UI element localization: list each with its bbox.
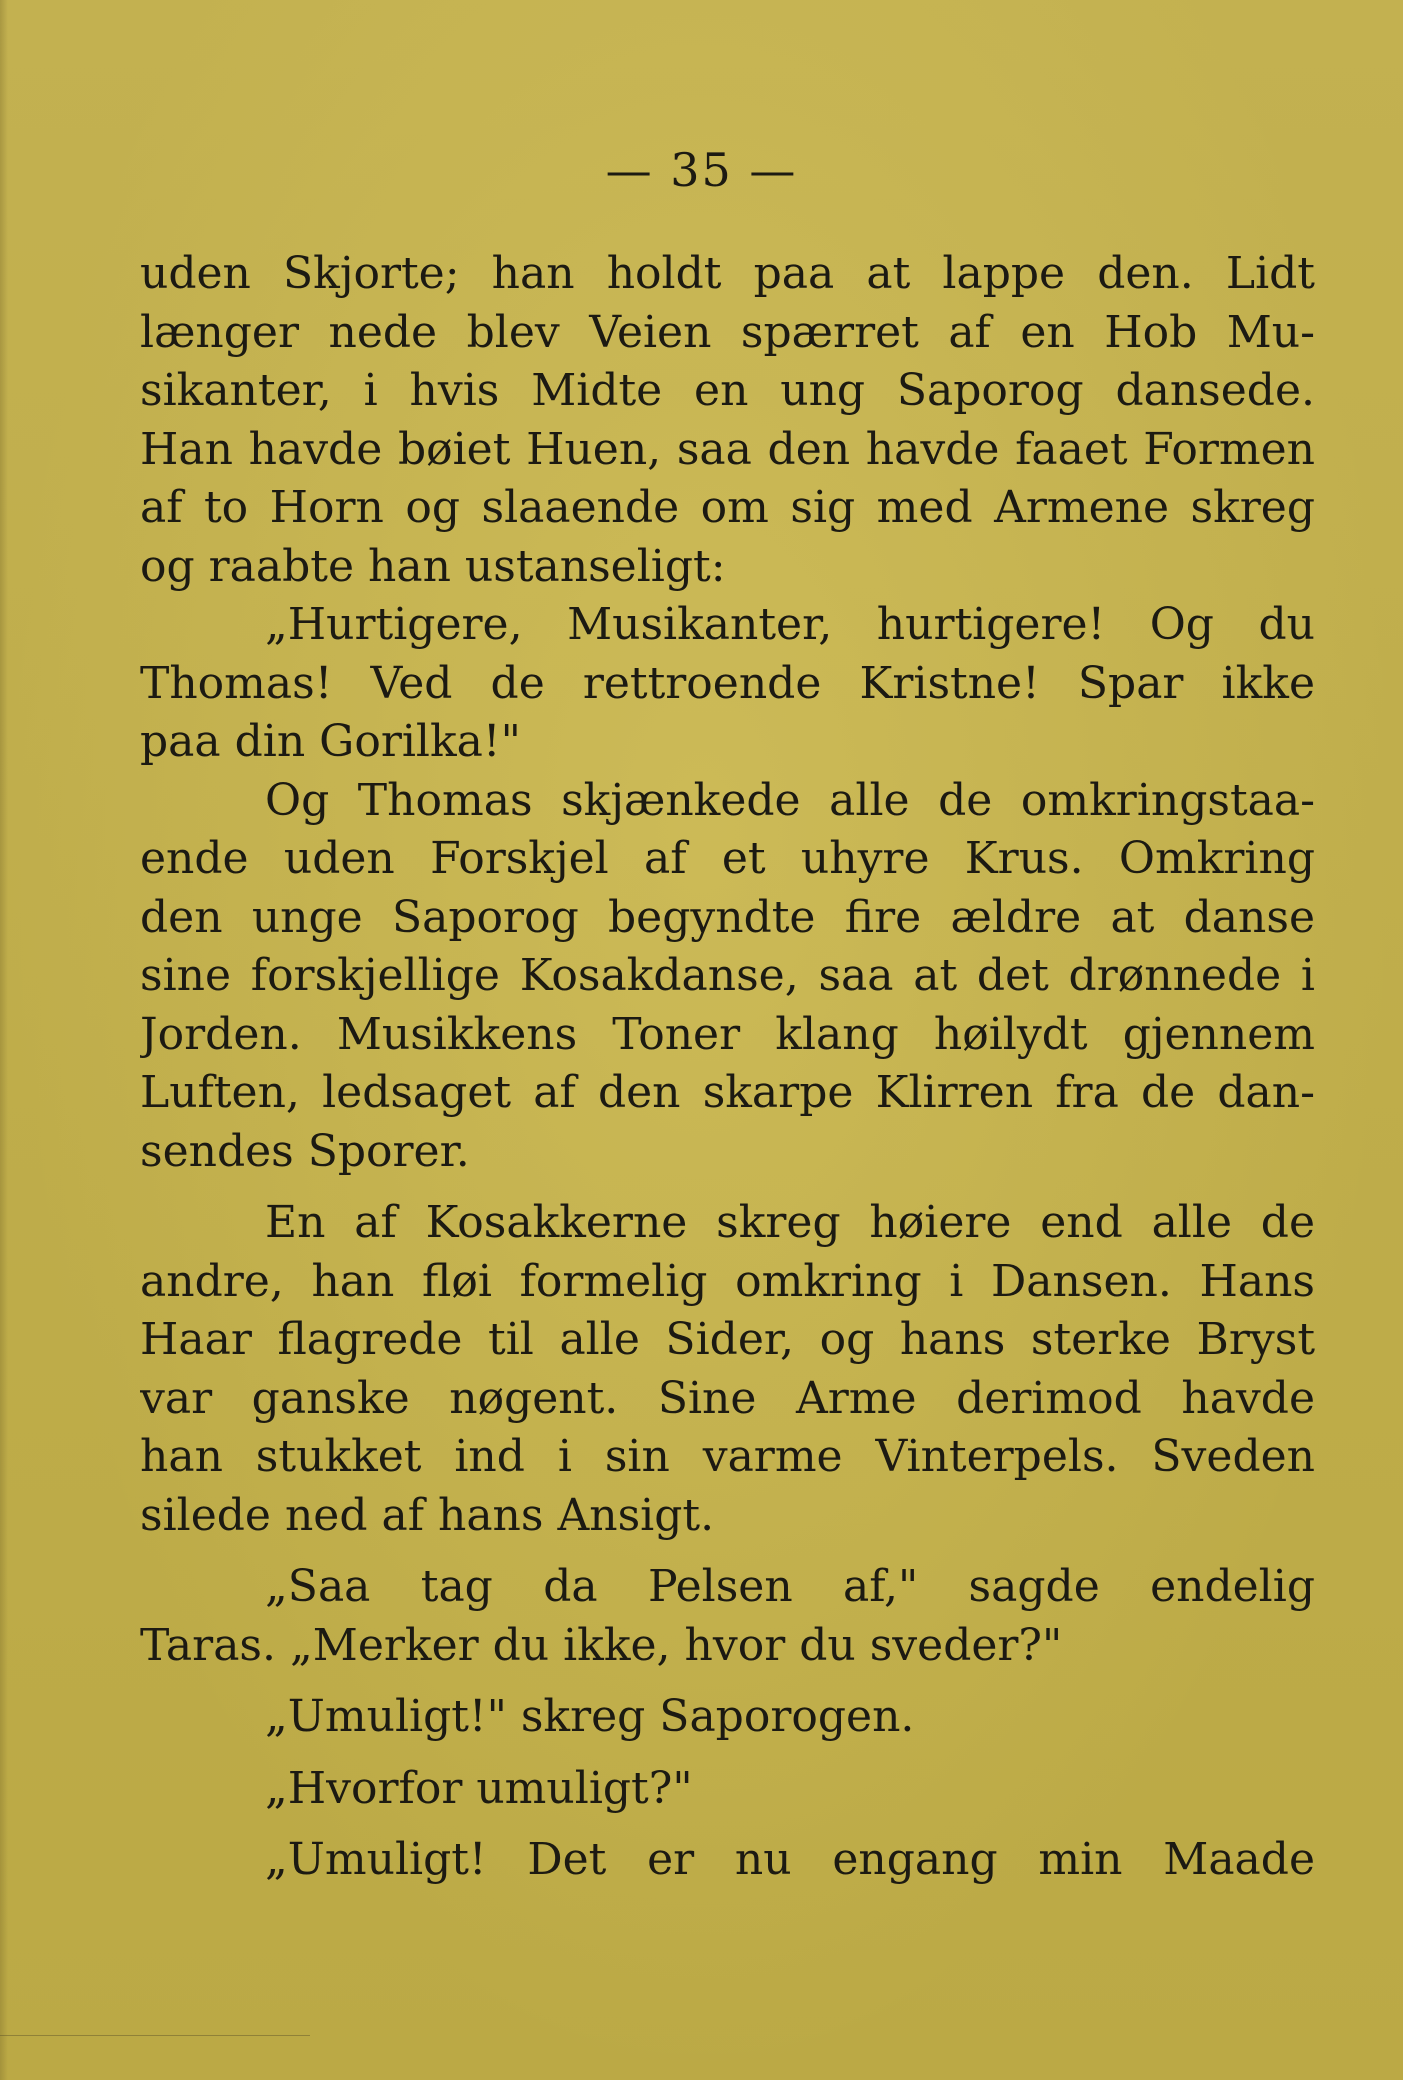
text-line: sikanter, i hvis Midte en ung Saporog dansede. — [140, 365, 1315, 416]
text-line: af to Horn og slaaende om sig med Armene skreg — [140, 482, 1315, 533]
text-line: „Umuligt!" skreg Saporogen. — [265, 1691, 915, 1742]
text-line: Luften, ledsaget af den skarpe Klirren fra de dan- — [140, 1067, 1315, 1118]
text-line: „Umuligt! Det er nu engang min Maade — [265, 1834, 1315, 1885]
text-line: silede ned af hans Ansigt. — [140, 1489, 715, 1541]
page-number: — 35 — — [605, 143, 798, 197]
text-line: Jorden. Musikkens Toner klang høilydt gjennem — [140, 1008, 1315, 1060]
text-line: „Saa tag da Pelsen af," sagde endelig — [265, 1561, 1315, 1612]
text-line: længer nede blev Veien spærret af en Hob Mu- — [140, 306, 1315, 358]
text-line: Thomas! Ved de rettroende Kristne! Spar ikke — [140, 657, 1315, 709]
text-line: Haar flagrede til alle Sider, og hans sterke Bryst — [140, 1314, 1315, 1365]
text-line: og raabte han ustanseligt: — [140, 540, 726, 592]
page-edge-shadow — [0, 0, 8, 2080]
text-line: andre, han fløi formelig omkring i Dansen. Hans — [140, 1255, 1315, 1307]
text-line: Han havde bøiet Huen, saa den havde faaet Formen — [140, 423, 1315, 475]
text-line: En af Kosakkerne skreg høiere end alle de — [265, 1197, 1315, 1248]
text-line: „Hvorfor umuligt?" — [265, 1762, 693, 1814]
text-line: paa din Gorilka!" — [140, 716, 521, 767]
text-line: Taras. „Merker du ikke, hvor du sveder?" — [140, 1619, 1063, 1671]
bottom-rule — [0, 2035, 310, 2036]
text-line: uden Skjorte; han holdt paa at lappe den. Lidt — [140, 248, 1315, 299]
text-line: var ganske nøgent. Sine Arme derimod havde — [140, 1372, 1315, 1424]
text-line: sendes Sporer. — [140, 1125, 470, 1177]
text-line: ende uden Forskjel af et uhyre Krus. Omkring — [140, 833, 1315, 884]
body-text — [140, 245, 1315, 1890]
text-line: den unge Saporog begyndte fire ældre at danse — [140, 891, 1315, 943]
text-line: „Hurtigere, Musikanter, hurtigere! Og du — [265, 599, 1315, 650]
text-line: han stukket ind i sin varme Vinterpels. Sveden — [140, 1431, 1315, 1482]
text-line: sine forskjellige Kosakdanse, saa at det drønnede i — [140, 950, 1315, 1001]
text-line: Og Thomas skjænkede alle de omkringstaa- — [265, 774, 1315, 826]
